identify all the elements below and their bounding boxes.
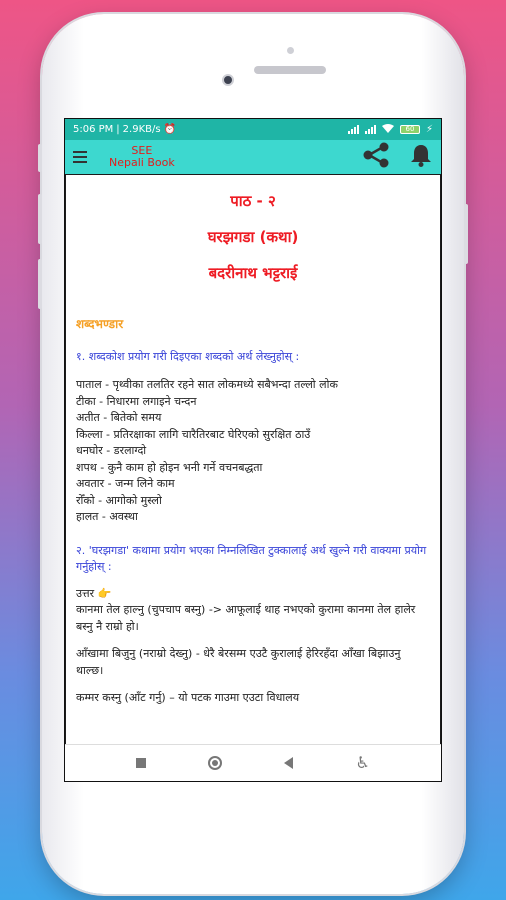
alarm-icon: ⏰ xyxy=(163,124,177,135)
earpiece-speaker xyxy=(254,66,326,74)
mute-switch xyxy=(38,144,42,172)
status-separator: | xyxy=(116,124,120,135)
author-name: बदरीनाथ भट्टराई xyxy=(208,264,298,282)
question-2: २. 'घरझगडा' कथामा प्रयोग भएका निम्नलिखित टुक्कालाई अर्थ खुल्ने गरी वाक्यमा प्रयोग गर्नुहोस् : xyxy=(76,543,427,573)
charging-icon: ⚡ xyxy=(425,124,433,135)
vocab-list xyxy=(76,377,430,526)
accessibility-icon[interactable]: ♿ xyxy=(355,752,370,772)
app-bar xyxy=(65,140,441,175)
signal-icon-2 xyxy=(365,125,376,134)
wifi-icon xyxy=(382,124,394,136)
volume-down-button xyxy=(38,259,42,309)
status-bar xyxy=(65,119,441,140)
menu-icon[interactable] xyxy=(73,151,87,163)
lesson-content[interactable] xyxy=(65,175,441,744)
app-title xyxy=(109,145,175,169)
vocab-item: टीका - निधारमा लगाइने चन्दन xyxy=(76,394,197,408)
vocab-item: धनघोर - डरलाग्दो xyxy=(76,444,147,457)
question-1: १. शब्दकोश प्रयोग गरी दिइएका शब्दको अर्थ लेख्नुहोस् : xyxy=(76,350,300,363)
back-button[interactable] xyxy=(284,757,293,769)
vocab-item: अतीत - बितेको समय xyxy=(76,411,162,424)
answer-item: कम्मर कस्नु (आँट गर्नु) – यो पटक गाउमा एउटा विधालय xyxy=(76,691,300,704)
vocab-item: किल्ला - प्रतिरक्षाका लागि चारैतिरबाट घेरिएको सुरक्षित ठाउँ xyxy=(76,427,311,441)
answer-label: उत्तर 👉 xyxy=(76,586,112,600)
status-right xyxy=(348,124,433,136)
volume-up-button xyxy=(38,194,42,244)
home-button[interactable] xyxy=(208,756,222,770)
power-button xyxy=(464,204,468,264)
status-left xyxy=(73,124,176,135)
vocab-item: अवतार - जन्म लिने काम xyxy=(76,477,175,490)
vocab-item: हालत - अवस्था xyxy=(76,510,138,523)
network-speed: 2.9KB/s xyxy=(122,124,161,135)
phone-screen xyxy=(64,118,442,782)
story-title: घरझगडा (कथा) xyxy=(207,228,299,246)
bell-icon[interactable] xyxy=(409,143,433,171)
front-sensor xyxy=(287,47,294,54)
recents-button[interactable] xyxy=(136,758,146,768)
app-bar-actions xyxy=(361,142,433,172)
vocab-item: पाताल - पृथ्वीका तलतिर रहने सात लोकमध्ये सबैभन्दा तल्लो लोक xyxy=(76,378,338,391)
answer-item: कानमा तेल हाल्नु (चुपचाप बस्नु) -> आफूलाई थाह नभएको कुरामा कानमा तेल हालेर बस्नु नै राम्रो हो। xyxy=(76,603,416,633)
status-time: 5:06 PM xyxy=(73,124,114,135)
signal-icon xyxy=(348,125,359,134)
app-title-line1: SEE xyxy=(131,144,153,157)
vocab-heading: शब्दभण्डार xyxy=(76,317,124,331)
system-nav-bar xyxy=(65,744,441,780)
vocab-item: शपथ - कुनै काम हो होइन भनी गर्ने वचनबद्धता xyxy=(76,460,263,474)
answer-item: आँखामा बिजुनु (नराम्रो देख्नु) - धेरै बेरसम्म एउटै कुरालाई हेरिरहँदा आँखा बिझाउनु थाल्छ। xyxy=(76,647,401,677)
share-icon[interactable] xyxy=(361,142,391,172)
lesson-number: पाठ - २ xyxy=(230,192,276,210)
vocab-item: रोँको - आगोको मुस्लो xyxy=(76,493,162,507)
front-camera xyxy=(222,74,234,86)
battery-icon: 60 xyxy=(400,125,420,134)
app-title-line2: Nepali Book xyxy=(109,156,175,169)
